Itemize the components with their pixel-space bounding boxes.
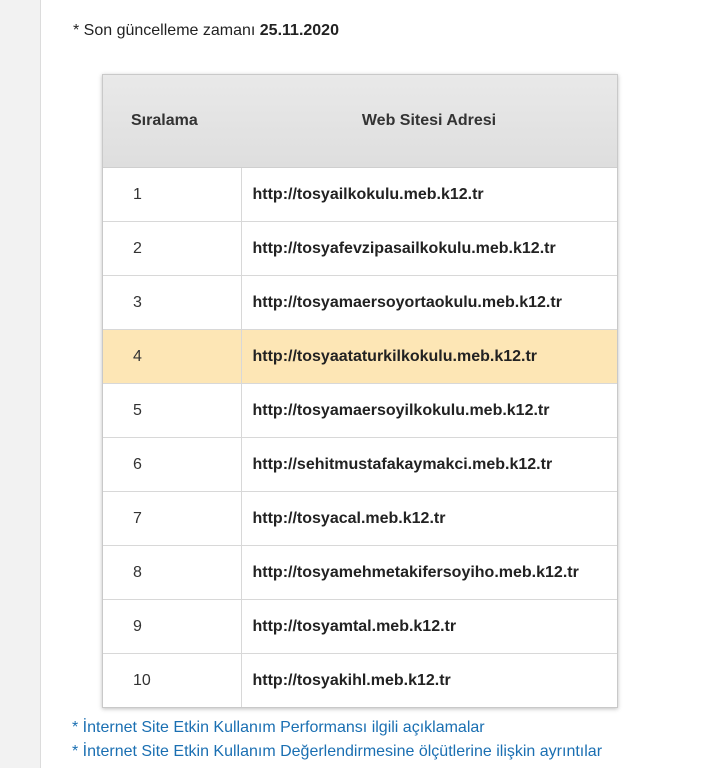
row-url: http://tosyamaersoyilkokulu.meb.k12.tr [241, 384, 617, 438]
row-url: http://tosyakihl.meb.k12.tr [241, 654, 617, 708]
row-url: http://tosyamehmetakifersoyiho.meb.k12.tr [241, 546, 617, 600]
row-url: http://tosyacal.meb.k12.tr [241, 492, 617, 546]
header-website: Web Sitesi Adresi [241, 75, 617, 168]
table-row [103, 276, 617, 330]
row-url: http://tosyamtal.meb.k12.tr [241, 600, 617, 654]
row-url: http://tosyafevzipasailkokulu.meb.k12.tr [241, 222, 617, 276]
table-row [103, 492, 617, 546]
row-url: http://sehitmustafakaymakci.meb.k12.tr [241, 438, 617, 492]
row-rank: 8 [103, 546, 241, 600]
ranking-table-container [102, 74, 618, 708]
ranking-table [103, 75, 617, 707]
table-row [103, 222, 617, 276]
row-rank: 1 [103, 168, 241, 222]
row-rank: 6 [103, 438, 241, 492]
row-url: http://tosyamaersoyortaokulu.meb.k12.tr [241, 276, 617, 330]
table-row-highlighted [103, 330, 617, 384]
row-rank: 2 [103, 222, 241, 276]
row-rank: 4 [103, 330, 241, 384]
row-rank: 5 [103, 384, 241, 438]
table-row [103, 384, 617, 438]
info-links [72, 716, 602, 764]
row-url: http://tosyaataturkilkokulu.meb.k12.tr [241, 330, 617, 384]
performance-explanation-link[interactable]: * İnternet Site Etkin Kullanım Performansı ilgili açıklamalar [72, 719, 485, 736]
table-row [103, 168, 617, 222]
header-rank: Sıralama [103, 75, 241, 168]
table-row [103, 654, 617, 708]
row-rank: 7 [103, 492, 241, 546]
row-url: http://tosyailkokulu.meb.k12.tr [252, 185, 484, 203]
table-row [103, 438, 617, 492]
row-rank: 9 [103, 600, 241, 654]
evaluation-criteria-link[interactable]: * İnternet Site Etkin Kullanım Değerlendirmesine ölçütlerine ilişkin ayrıntılar [72, 743, 603, 760]
last-update-label: * Son güncelleme zamanı [73, 22, 256, 39]
last-update-note [73, 22, 339, 40]
row-rank: 3 [103, 276, 241, 330]
row-rank: 10 [103, 654, 241, 708]
table-header-row [103, 75, 617, 168]
table-row [103, 546, 617, 600]
table-row [103, 600, 617, 654]
last-update-date: 25.11.2020 [259, 22, 339, 39]
